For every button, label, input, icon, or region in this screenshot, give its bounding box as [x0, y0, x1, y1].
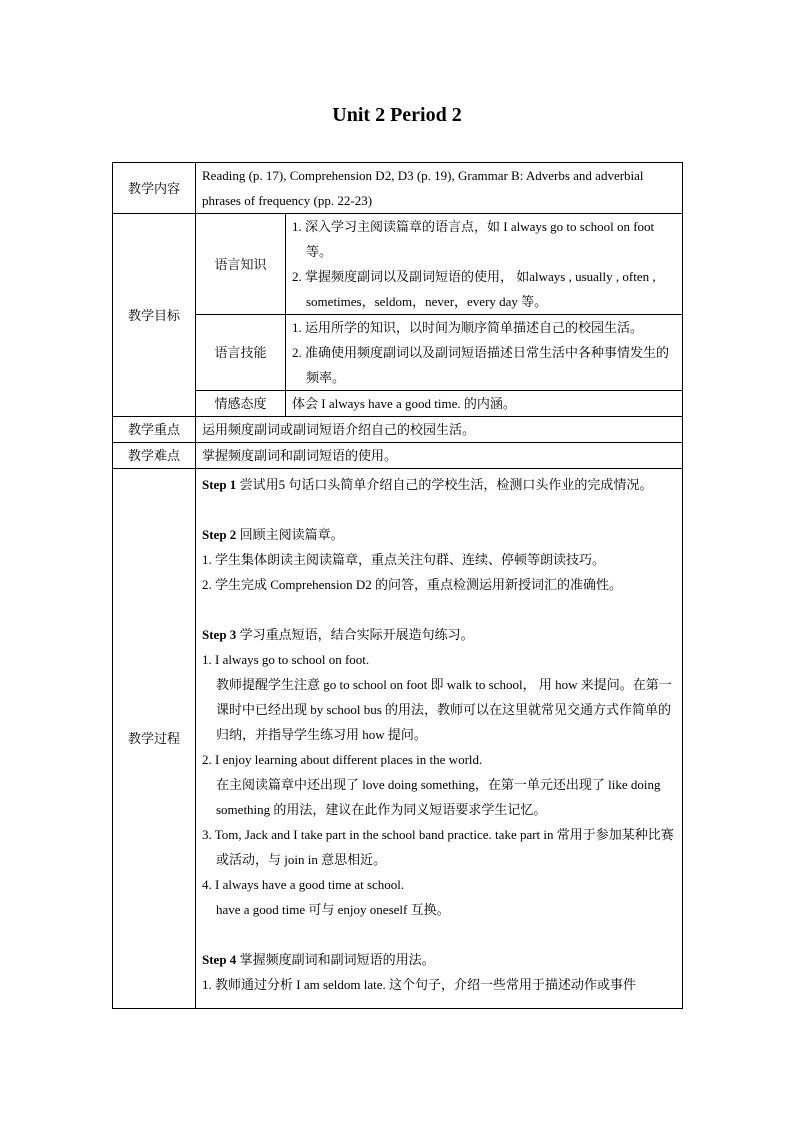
- page-title: Unit 2 Period 2: [332, 104, 462, 126]
- attitude-text: 体会 I always have a good time. 的内涵。: [286, 391, 683, 417]
- step-3-sentence-4: 4. I always have a good time at school.: [202, 877, 405, 892]
- step-2-text: 回顾主阅读篇章。: [236, 527, 344, 542]
- step-2-title: Step 2: [202, 527, 237, 542]
- objective-knowledge-row: [113, 214, 683, 315]
- step-4-title: Step 4: [202, 952, 237, 967]
- knowledge-item: 1. 深入学习主阅读篇章的语言点，如 I always go to school on foot 等。: [292, 219, 655, 259]
- step-3-sentence-1: 1. I always go to school on foot.: [202, 652, 370, 667]
- knowledge-label: 语言知识: [196, 214, 286, 315]
- step-3-note-2: 在主阅读篇章中还出现了 love doing something，在第一单元还出现了 like doing something 的用法，建议在此作为同义短语要求学生记忆。: [216, 777, 661, 817]
- step-4: [202, 947, 676, 972]
- process-label: 教学过程: [113, 469, 196, 1009]
- knowledge-cell: [286, 214, 683, 315]
- process-row: [113, 469, 683, 1009]
- key-points-row: [113, 417, 683, 443]
- objective-attitude-row: [113, 391, 683, 417]
- step-1-title: Step 1: [202, 477, 237, 492]
- difficulties-label: 教学难点: [113, 443, 196, 469]
- spacer: [202, 497, 676, 522]
- content-row: [113, 163, 683, 214]
- lesson-plan-table: [112, 162, 683, 1009]
- objective-skills-row: [113, 315, 683, 391]
- skills-item: 1. 运用所学的知识，以时间为顺序简单描述自己的校园生活。: [292, 320, 644, 335]
- objectives-label: 教学目标: [113, 214, 196, 417]
- step-3-sentence-3: 3. Tom, Jack and I take part in the school band practice. take part in 常用于参加某种比赛或活动，与 join in 意思相近。: [202, 827, 674, 867]
- process-cell: [196, 469, 683, 1009]
- skills-cell: [286, 315, 683, 391]
- skills-label: 语言技能: [196, 315, 286, 391]
- step-3-text: 学习重点短语，结合实际开展造句练习。: [236, 627, 474, 642]
- step-3: [202, 622, 676, 647]
- content-text: Reading (p. 17), Comprehension D2, D3 (p. 19), Grammar B: Adverbs and adverbial phrases of frequency (pp. 22-23): [196, 163, 683, 214]
- step-4-item: 1. 教师通过分析 I am seldom late. 这个句子，介绍一些常用于描述动作或事件: [202, 977, 637, 992]
- step-2-item: 2. 学生完成 Comprehension D2 的问答，重点检测运用新授词汇的准确性。: [202, 577, 622, 592]
- step-3-title: Step 3: [202, 627, 237, 642]
- step-2: [202, 522, 676, 547]
- difficulties-text: 掌握频度副词和副词短语的使用。: [196, 443, 683, 469]
- skills-item: 2. 准确使用频度副词以及副词短语描述日常生活中各种事情发生的频率。: [292, 345, 670, 385]
- content-label: 教学内容: [113, 163, 196, 214]
- difficulties-row: [113, 443, 683, 469]
- knowledge-item: 2. 掌握频度副词以及副词短语的使用， 如always , usually , often , sometimes，seldom，never，every day 等。: [292, 269, 656, 309]
- step-2-item: 1. 学生集体朗读主阅读篇章，重点关注句群、连续、停顿等朗读技巧。: [202, 552, 606, 567]
- spacer: [202, 597, 676, 622]
- step-3-sentence-2: 2. I enjoy learning about different places in the world.: [202, 752, 483, 767]
- key-points-text: 运用频度副词或副词短语介绍自己的校园生活。: [196, 417, 683, 443]
- spacer: [202, 922, 676, 947]
- step-1-text: 尝试用5 句话口头简单介绍自己的学校生活，检测口头作业的完成情况。: [236, 477, 653, 492]
- step-1: [202, 472, 676, 497]
- step-3-note-4: have a good time 可与 enjoy oneself 互换。: [216, 902, 450, 917]
- attitude-label: 情感态度: [196, 391, 286, 417]
- step-4-text: 掌握频度副词和副词短语的用法。: [236, 952, 435, 967]
- key-points-label: 教学重点: [113, 417, 196, 443]
- step-3-note-1: 教师提醒学生注意 go to school on foot 即 walk to school， 用 how 来提问。在第一课时中已经出现 by school bus 的用法，教师可以在这里就常见交通方式作简单的归纳，并指导学生练习用 how 提问。: [216, 677, 672, 742]
